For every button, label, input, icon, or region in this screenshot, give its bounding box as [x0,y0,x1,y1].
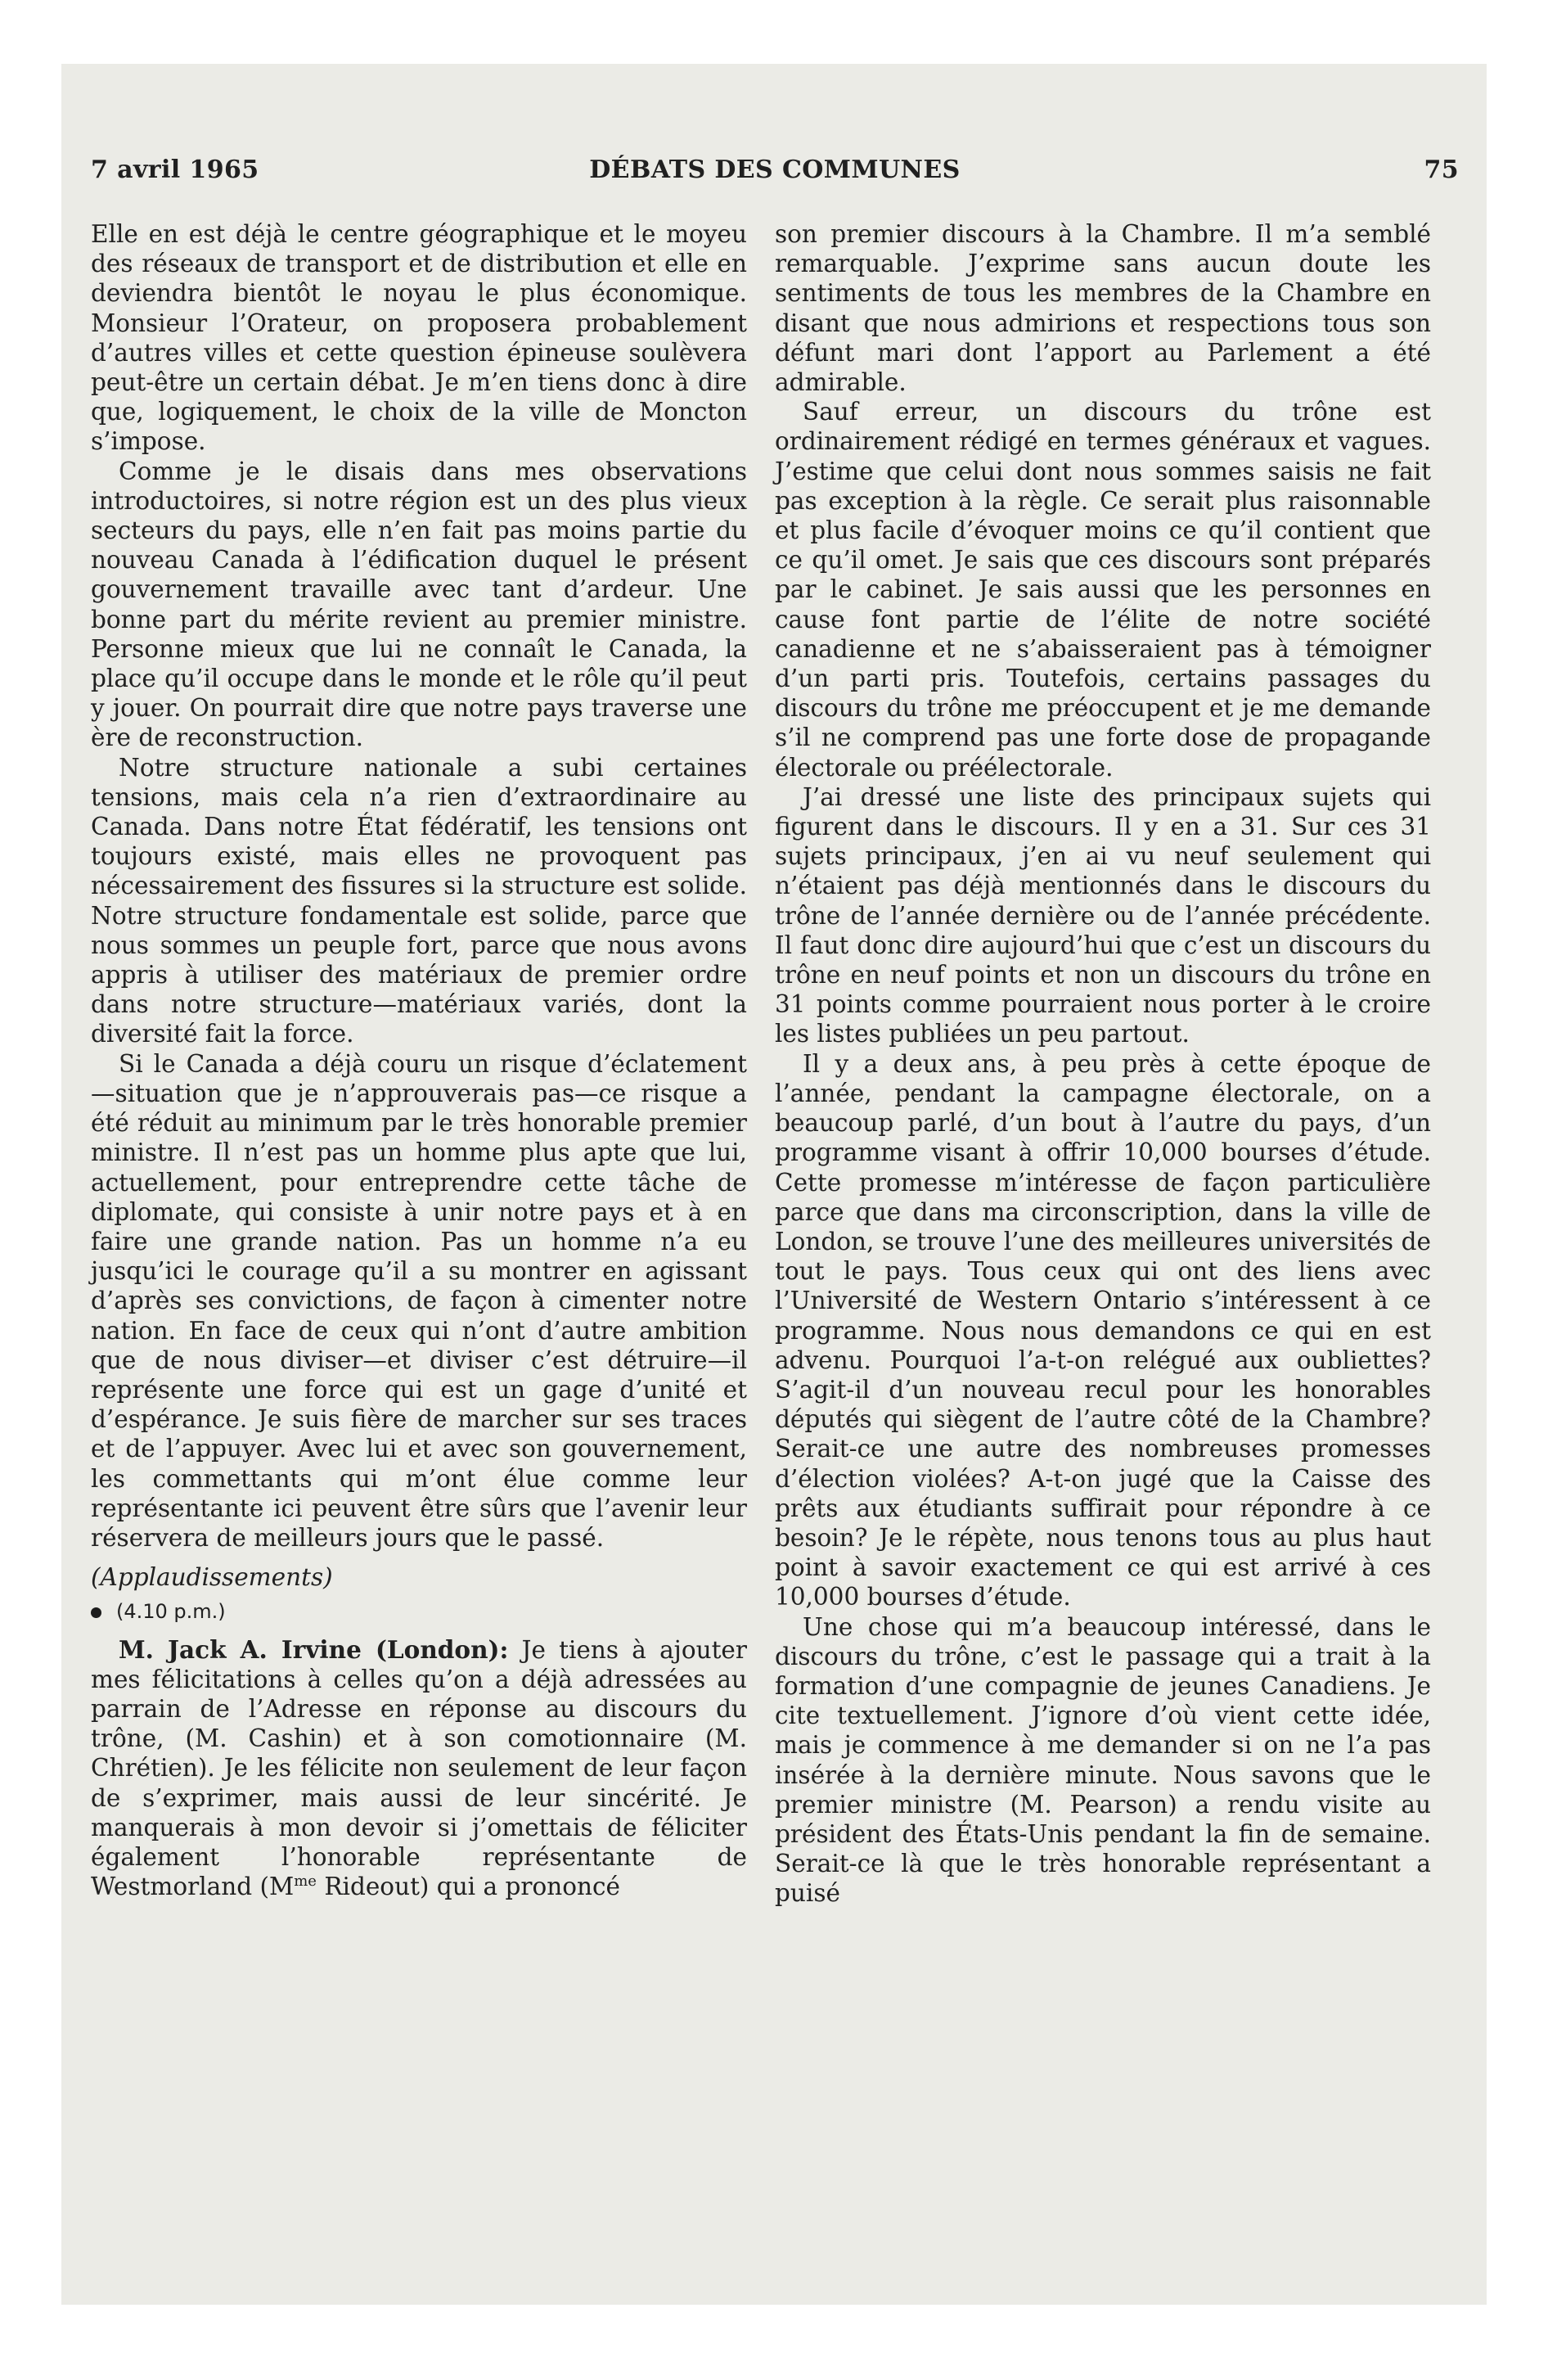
paragraph: Sauf erreur, un discours du trône est ordinairement rédigé en termes généraux et vagues. J’estime que celui dont nous sommes saisis ne fait pas exception à la règle. Ce serait plus raisonnable et plus facile d’évoquer moins ce qu’il contient que ce qu’il omet. Je sais que ces discours sont préparés par le cabinet. Je sais aussi que les personnes en cause font partie de l’élite de notre société canadienne et ne s’abaisseraient pas à témoigner d’un parti pris. Toutefois, certains passages du discours du trône me préoccupent et je me demande s’il ne comprend pas une forte dose de propagande électorale ou préélectorale. [775,398,1431,782]
paragraph: Si le Canada a déjà couru un risque d’éclatement—situation que je n’approuverais pas—ce risque a été réduit au minimum par le très honorable premier ministre. Il n’est pas un homme plus apte que lui, actuellement, pour entreprendre cette tâche de diplomate, qui consiste à unir notre pays et à en faire une grande nation. Pas un homme n’a eu jusqu’ici le courage qu’il a su montrer en agissant d’après ses convictions, de façon à cimenter notre nation. En face de ceux qui n’ont d’autre ambition que de nous diviser—et diviser c’est détruire—il représente une force qui est un gage d’unité et d’espérance. Je suis fière de marcher sur ses traces et de l’appuyer. Avec lui et avec son gouvernement, les commettants qui m’ont élue comme leur représentante ici peuvent être sûrs que l’avenir leur réservera de meilleurs jours que le passé. [91,1049,747,1552]
header-date: 7 avril 1965 [91,156,259,184]
page-scan [61,64,1487,2305]
header-title: DÉBATS DES COMMUNES [589,156,961,184]
page-number: 75 [1424,156,1459,184]
speech-text: Je tiens à ajouter mes félicitations à celles qu’on a déjà adressées au parrain de l’Adresse en réponse au discours du trône, (M. Cashin) et à son comotionnaire (M. Chrétien). Je les félicite non seulement de leur façon de s’exprimer, mais aussi de leur sincérité. Je manquerais à mon devoir si j’omettais de féliciter également l’honorable représentante de Westmorland (M [91,1635,747,1901]
right-column [775,219,1431,1909]
speech-paragraph [91,1635,747,1902]
applause-text: (Applaudissements) [91,1563,333,1592]
paragraph: Elle en est déjà le centre géographique et le moyeu des réseaux de transport et de distribution et elle en deviendra bientôt le noyau le plus économique. Monsieur l’Orateur, on proposera probablement d’autres villes et cette question épineuse soulèvera peut-être un certain débat. Je m’en tiens donc à dire que, logiquement, le choix de la ville de Moncton s’impose. [91,220,747,456]
paragraph: Il y a deux ans, à peu près à cette époque de l’année, pendant la campagne électorale, on a beaucoup parlé, d’un bout à l’autre du pays, d’un programme visant à offrir 10,000 bourses d’étude. Cette promesse m’intéresse de façon particulière parce que dans ma circonscription, dans la ville de London, se trouve l’une des meilleures universités de tout le pays. Tous ceux qui ont des liens avec l’Université de Western Ontario s’intéressent à ce programme. Nous nous demandons ce qui en est advenu. Pourquoi l’a-t-on relégué aux oubliettes? S’agit-il d’un nouveau recul pour les honorables députés qui siègent de l’autre côté de la Chambre? Serait-ce une autre des nombreuses promesses d’élection violées? A-t-on jugé que la Caisse des prêts aux étudiants suffirait pour répondre à ce besoin? Je le répète, nous tenons tous au plus haut point à savoir exactement ce qui est arrivé à ces 10,000 bourses d’étude. [775,1049,1431,1611]
paragraph: Une chose qui m’a beaucoup intéressé, dans le discours du trône, c’est le passage qui a trait à la formation d’une compagnie de jeunes Canadiens. Je cite textuellement. J’ignore d’où vient cette idée, mais je commence à me demander si on ne l’a pas insérée à la dernière minute. Nous savons que le premier ministre (M. Pearson) a rendu visite au président des États-Unis pendant la fin de semaine. Serait-ce là que le très honorable représentant a puisé [775,1612,1431,1908]
paragraph: son premier discours à la Chambre. Il m’a semblé remarquable. J’exprime sans aucun doute les sentiments de tous les membres de la Chambre en disant que nous admirions et respections tous son défunt mari dont l’apport au Parlement a été admirable. [775,220,1431,397]
timestamp: (4.10 p.m.) [116,1600,226,1624]
applause-note [91,1562,747,1592]
speaker-name: M. Jack A. Irvine (London): [119,1634,509,1664]
timestamp-line [91,1597,747,1626]
paragraph: Comme je le disais dans mes observations introductoires, si notre région est un des plus vieux secteurs du pays, elle n’en fait pas moins partie du nouveau Canada à l’édification duquel le présent gouvernement travaille avec tant d’ardeur. Une bonne part du mérite revient au premier ministre. Personne mieux que lui ne connaît le Canada, la place qu’il occupe dans le monde et le rôle qu’il peut y jouer. On pourrait dire que notre pays traverse une ère de reconstruction. [91,457,747,752]
paragraph: J’ai dressé une liste des principaux sujets qui figurent dans le discours. Il y en a 31. Sur ces 31 sujets principaux, j’en ai vu neuf seulement qui n’étaient pas déjà mentionnés dans le discours du trône de l’année dernière ou de l’année précédente. Il faut donc dire aujourd’hui que c’est un discours du trône en neuf points et non un discours du trône en 31 points comme pourraient nous porter à le croire les listes publiées un peu partout. [775,782,1431,1048]
superscript: me [294,1873,317,1891]
paragraph: Notre structure nationale a subi certaines tensions, mais cela n’a rien d’extraordinaire au Canada. Dans notre État fédératif, les tensions ont toujours existé, mais elles ne provoquent pas nécessairement des fissures si la structure est solide. Notre structure fondamentale est solide, parce que nous sommes un peuple fort, parce que nous avons appris à utiliser des matériaux de premier ordre dans notre structure—matériaux variés, dont la diversité fait la force. [91,753,747,1048]
bullet-icon [91,1607,101,1618]
page-header [91,156,1459,195]
speech-text-tail: Rideout) qui a prononcé [316,1873,620,1901]
left-column [91,219,747,1901]
